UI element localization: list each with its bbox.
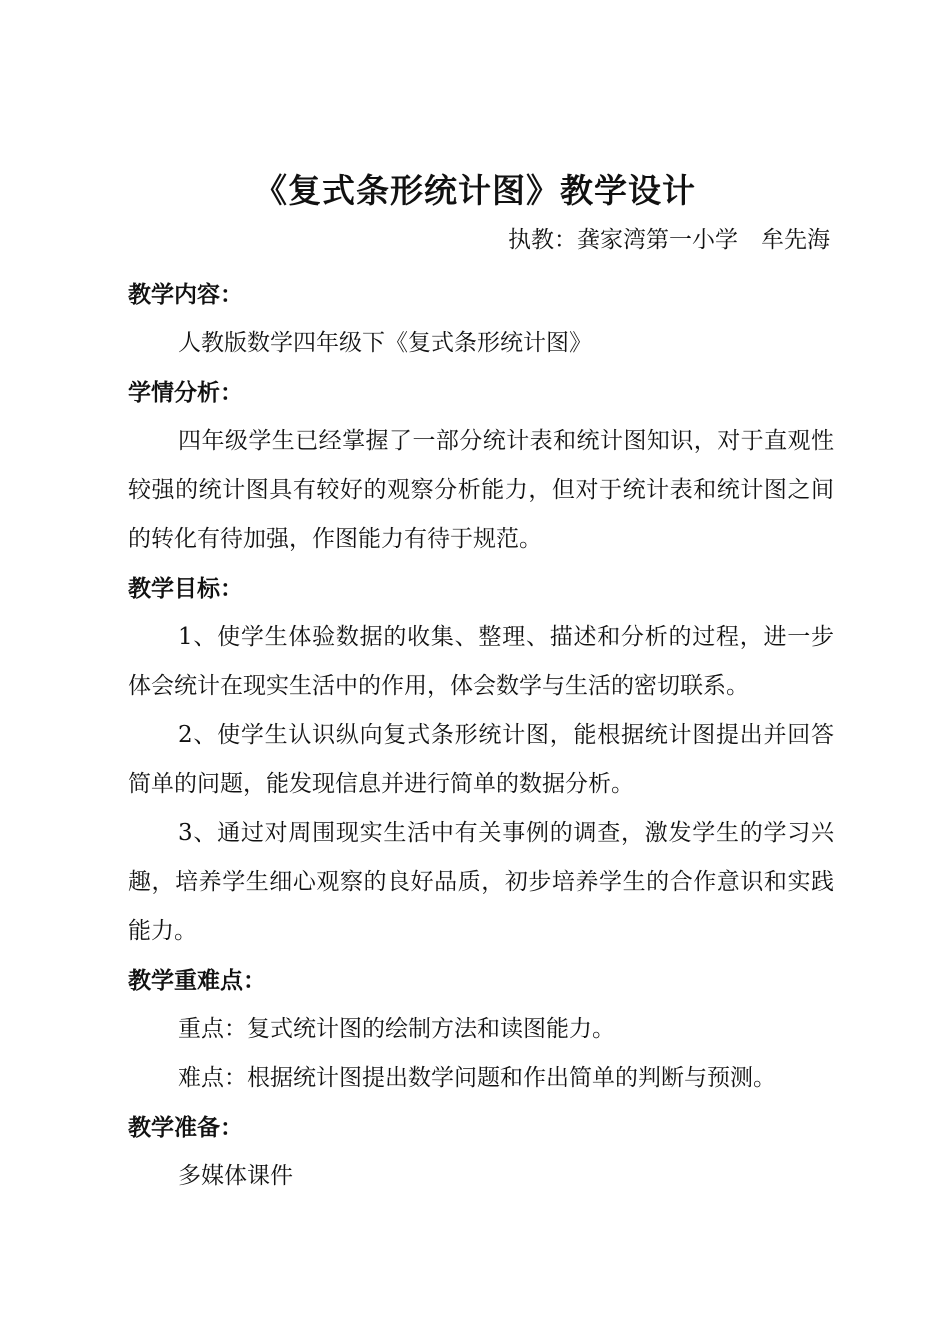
paragraph: 3、通过对周围现实生活中有关事例的调查，激发学生的学习兴趣，培养学生细心观察的良好品质，初步培养学生的合作意识和实践能力。 — [128, 820, 834, 944]
section-key-points — [128, 956, 834, 1103]
paragraph: 多媒体课件 — [178, 1163, 293, 1189]
section-heading: 教学准备： — [128, 1114, 243, 1141]
section-objectives — [128, 564, 834, 956]
section-content — [128, 270, 834, 368]
section-heading: 教学目标： — [128, 575, 243, 602]
document-body — [128, 270, 834, 1201]
section-heading: 教学重难点： — [128, 967, 266, 994]
author-line: 执教：龚家湾第一小学 牟先海 — [508, 227, 830, 253]
paragraph: 1、使学生体验数据的收集、整理、描述和分析的过程，进一步体会统计在现实生活中的作用，体会数学与生活的密切联系。 — [128, 624, 834, 699]
document-title: 《复式条形统计图》教学设计 — [254, 171, 696, 210]
paragraph: 难点：根据统计图提出数学问题和作出简单的判断与预测。 — [178, 1065, 776, 1091]
section-preparation — [128, 1103, 834, 1201]
section-heading: 教学内容： — [128, 281, 243, 308]
paragraph: 2、使学生认识纵向复式条形统计图，能根据统计图提出并回答简单的问题，能发现信息并进行简单的数据分析。 — [128, 722, 834, 797]
section-analysis — [128, 368, 834, 564]
paragraph: 四年级学生已经掌握了一部分统计表和统计图知识，对于直观性较强的统计图具有较好的观察分析能力，但对于统计表和统计图之间的转化有待加强，作图能力有待于规范。 — [128, 428, 834, 552]
section-heading: 学情分析： — [128, 379, 243, 406]
paragraph: 人教版数学四年级下《复式条形统计图》 — [178, 330, 592, 356]
paragraph: 重点：复式统计图的绘制方法和读图能力。 — [178, 1016, 615, 1042]
